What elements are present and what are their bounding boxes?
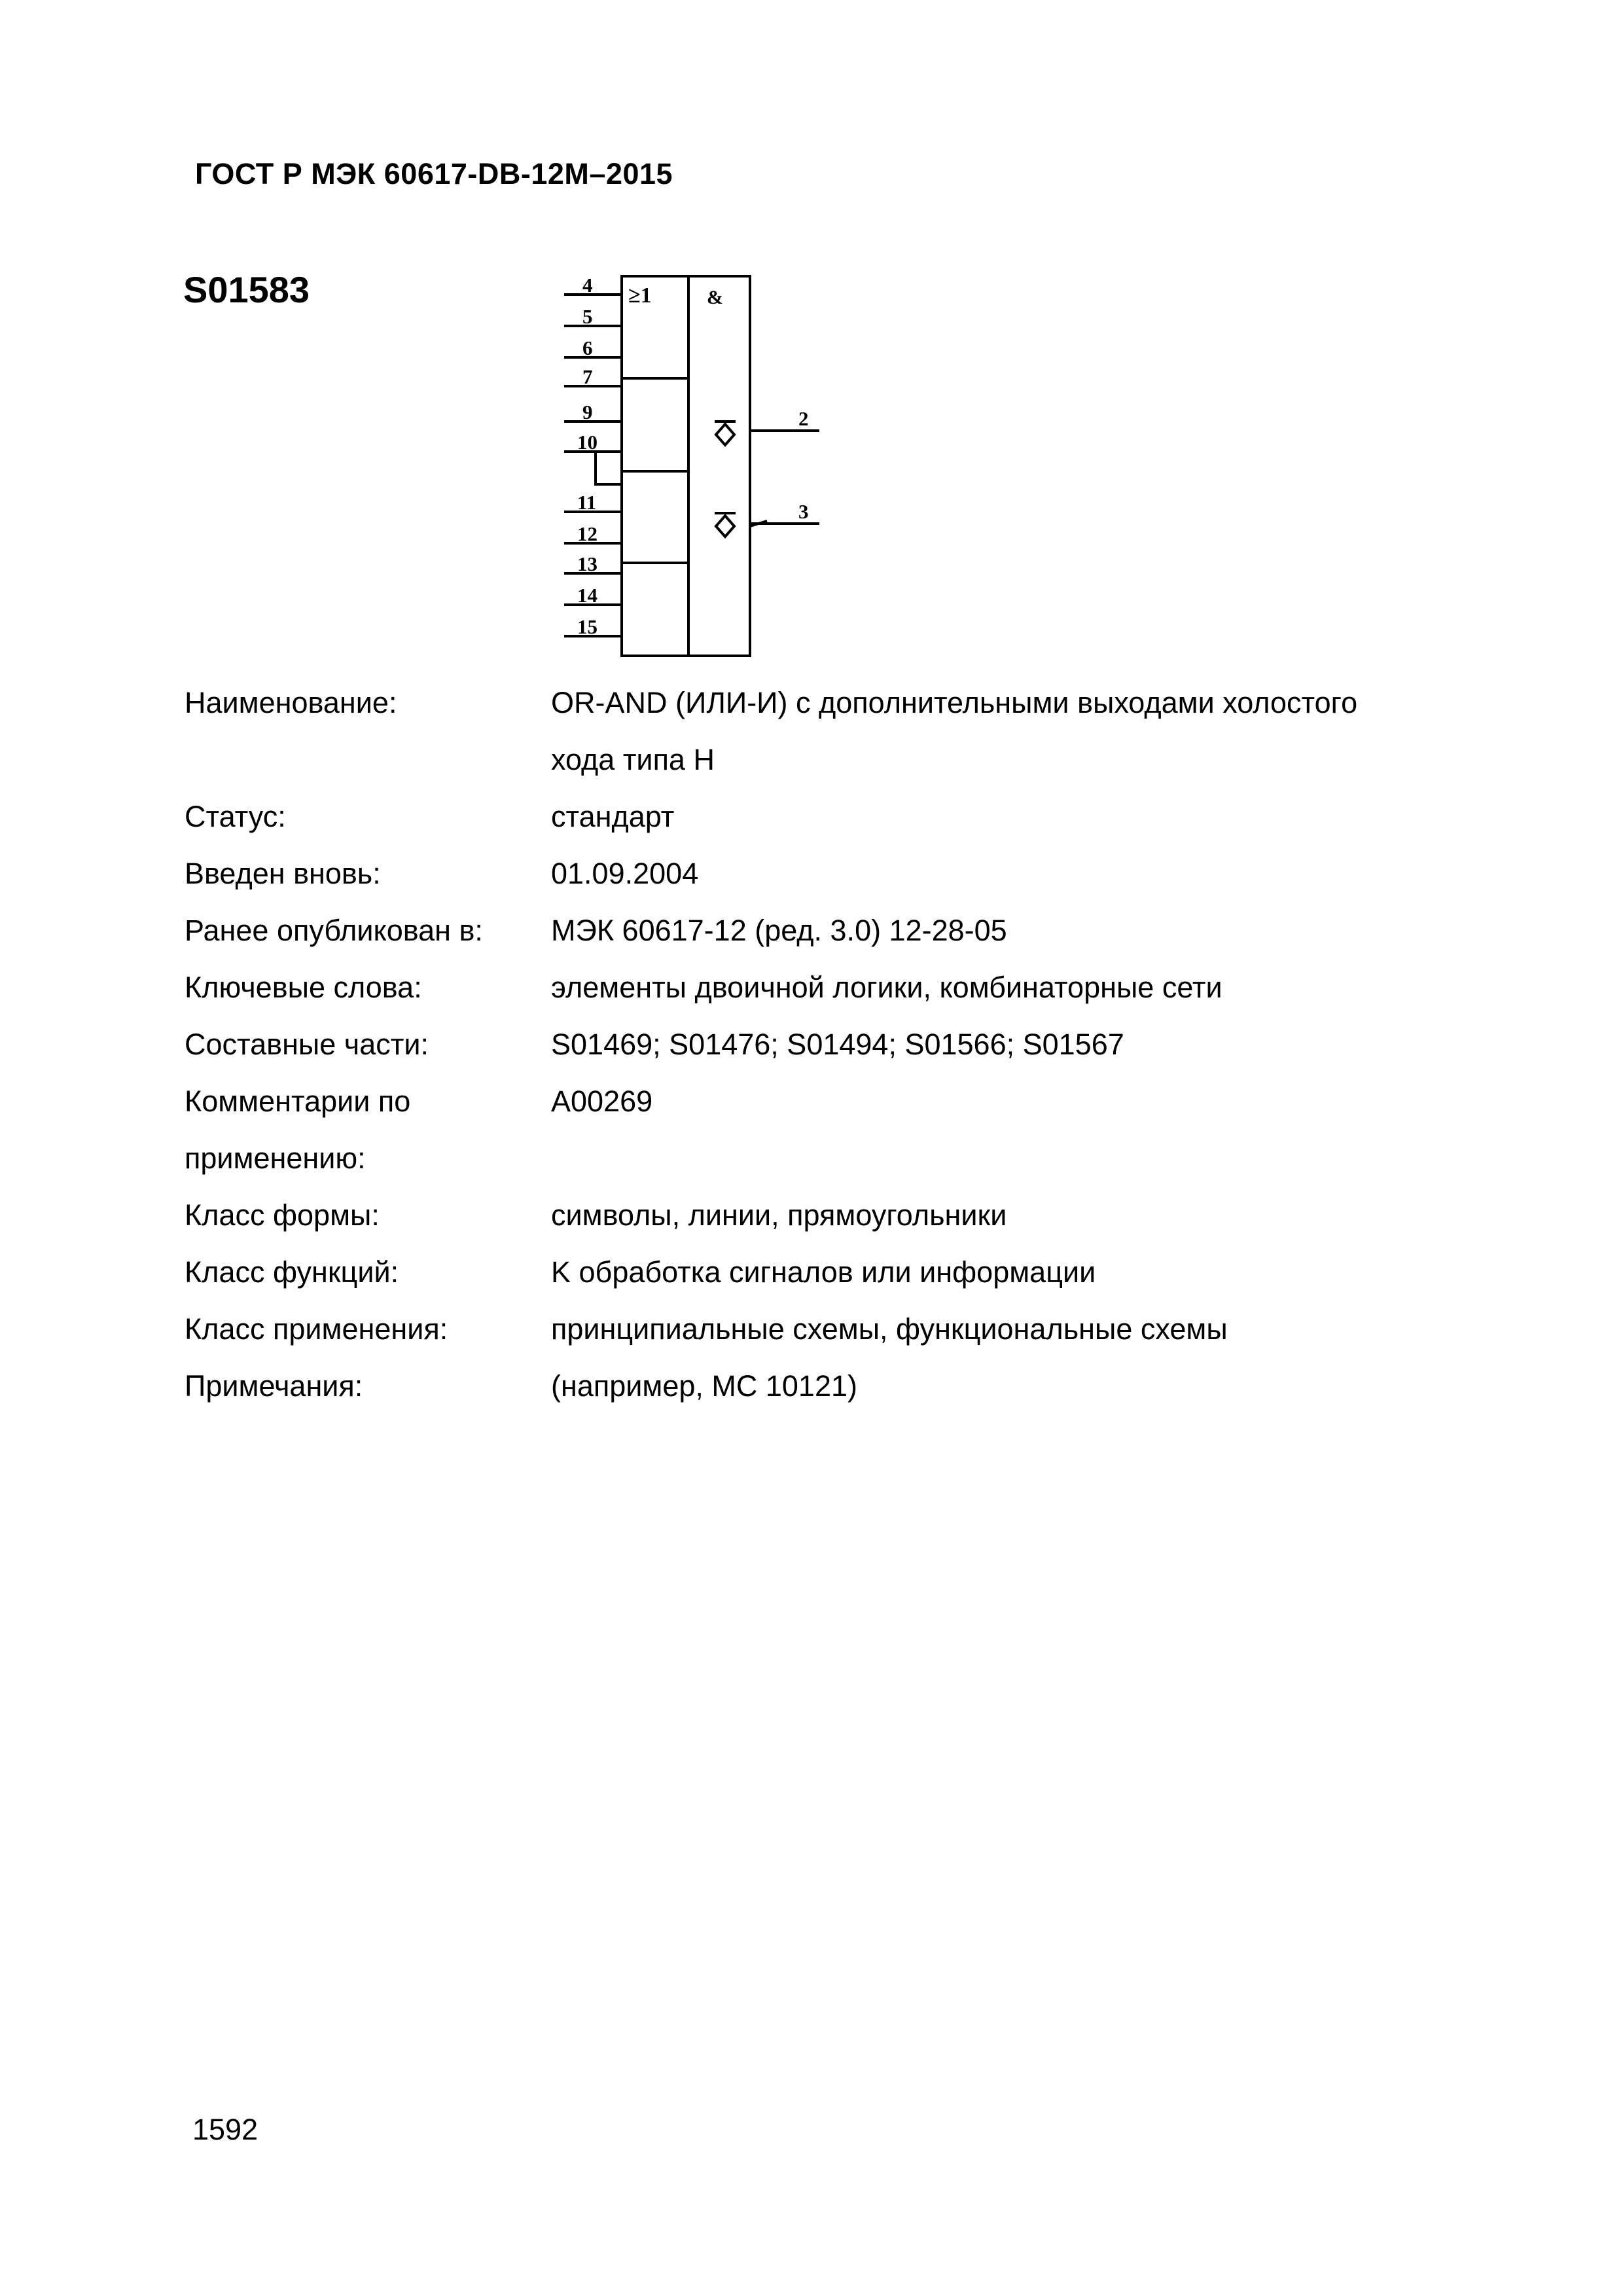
field-value: символы, линии, прямоугольники [551,1198,1007,1232]
pin-label: 7 [582,365,593,388]
field-value: элементы двоичной логики, комбинаторные сети [551,971,1222,1004]
field-label: Ранее опубликован в: [185,914,483,947]
pin-label: 13 [577,552,597,575]
field-label: Класс формы: [185,1198,380,1232]
field-value: стандарт [551,800,675,833]
pin-label: 15 [577,615,597,638]
field-label: Введен вновь: [185,857,381,890]
field-label: Статус: [185,800,286,833]
field-row-keywords [185,959,1428,1016]
field-label: Комментарии по применению: [185,1085,411,1175]
field-label: Примечания: [185,1369,363,1403]
output-pin-label: 3 [798,500,809,523]
pin-label: 14 [577,584,597,607]
symbol-figure [563,268,838,668]
field-label: Класс применения: [185,1312,448,1346]
field-row-notes [185,1357,1428,1414]
field-value: S01469; S01476; S01494; S01566; S01567 [551,1028,1124,1061]
pin-bracket [596,452,622,484]
field-row-application-notes [185,1073,1428,1187]
symbol-code: S01583 [183,269,310,310]
field-row-published [185,902,1428,959]
field-value: A00269 [551,1085,653,1118]
field-label: Класс функций: [185,1255,399,1289]
open-collector-diamond-icon [716,424,734,445]
or-label: ≥1 [628,283,652,308]
field-value: K обработка сигналов или информации [551,1255,1096,1289]
symbol-properties [185,674,1428,1414]
field-label: Составные части: [185,1028,429,1061]
pin-label: 6 [582,336,593,359]
field-row-status [185,788,1428,845]
field-row-function-class [185,1244,1428,1300]
pin-label: 9 [582,401,593,423]
page-number: 1592 [192,2113,259,2146]
or-block-outline [622,276,688,656]
field-value: OR-AND (ИЛИ-И) с дополнительными выходами холостого хода типа Н [551,686,1358,776]
field-value: (например, MC 10121) [551,1369,857,1403]
field-value: 01.09.2004 [551,857,699,890]
pin-label: 10 [577,431,597,454]
open-collector-diamond-icon [716,516,734,537]
field-row-application-class [185,1300,1428,1357]
field-row-shape-class [185,1187,1428,1244]
field-label: Наименование: [185,686,397,719]
field-value: МЭК 60617-12 (ред. 3.0) 12-28-05 [551,914,1007,947]
pin-label: 4 [582,274,593,296]
field-row-introduced [185,845,1428,902]
field-value: принципиальные схемы, функциональные схемы [551,1312,1228,1346]
pin-label: 5 [582,305,593,328]
output-pin-label: 2 [798,407,809,430]
field-label: Ключевые слова: [185,971,422,1004]
document-header: ГОСТ Р МЭК 60617-DB-12М–2015 [195,157,673,190]
field-row-name [185,674,1428,788]
and-label: & [707,287,723,308]
pin-label: 12 [577,522,597,545]
and-block-outline [688,276,750,656]
field-row-components [185,1016,1428,1073]
or-and-gate-symbol [563,268,838,668]
pin-label: 11 [577,491,597,514]
